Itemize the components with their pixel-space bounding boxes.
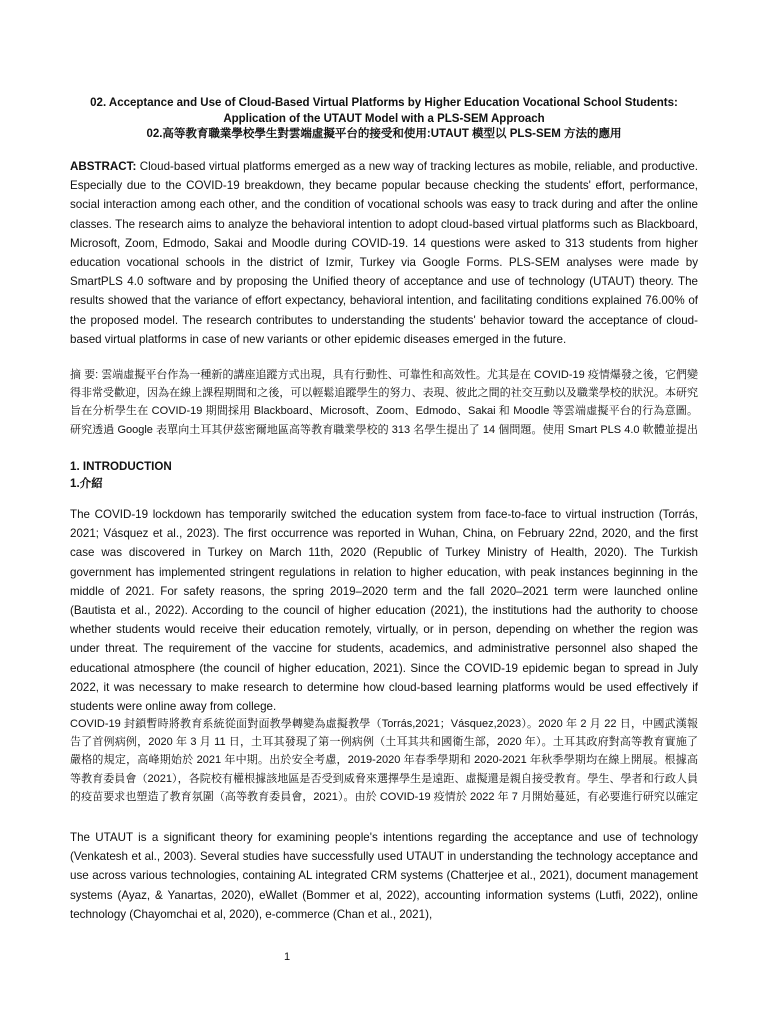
- section-heading-introduction: 1. INTRODUCTION: [70, 460, 172, 473]
- title-line-chinese: 02.高等教育職業學校學生對雲端虛擬平台的接受和使用:UTAUT 模型以 PLS-SEM 方法的應用: [146, 128, 622, 140]
- title-line-2: Application of the UTAUT Model with a PLS-SEM Approach: [223, 112, 545, 125]
- introduction-paragraph-1: The COVID-19 lockdown has temporarily switched the education system from face-to-face to virtual instruction (Torrás, 2021; Vásquez et al., 2023). The first occurrence was reported in Wuhan, China, on February 22nd, 2020, and the first case was discovered in Turkey on March 11th, 2020 (Republic of Turkey Ministry of Health, 2020). The Turkish government has implemented stringent regulations in relation to higher education, with peak instances beginning in the middle of 2021. For safety reasons, the spring 2019–2020 term and the fall 2020–2021 term were launched online (Bautista et al., 2022). According to the council of higher education (2021), the institutions had the authority to choose whether students would receive their education remotely, virtually, or in person, depending on whether the region was under threat. The requirement of the vaccine for students, academics, and administrative personnel also shaped the educational atmosphere (the council of higher education, 2021). Since the COVID-19 epidemic began to spread in July 2022, it was necessary to make research to determine how cloud-based learning platforms would be used effectively if students were online away from college.: [70, 508, 698, 714]
- introduction-paragraph-1-chinese: COVID-19 封鎖暫時將教育系統從面對面教學轉變為虛擬教學（Torrás,2021；Vásquez,2023）。2020 年 2 月 22 日，中國武漢報告了首例病例，2020 年 3 月 11 日，土耳其發現了第一例病例（土耳其共和國衛生部，2020 年）。土耳其政府對高等教育實施了嚴格的規定，高峰期始於 2021 年中期。出於安全考慮，2019-2020 年春季學期和 2020-2021 年秋季學期均在線上開展。根據高等教育委員會（2021），各院校有權根據該地區是否受到威脅來選擇學生是遠距、虛擬還是親自接受教育。學生、學者和行政人員的疫苗要求也塑造了教育氛圍（高等教育委員會，2021）。由於 COVID-19 疫情於 2022 年 7 月開始蔓延，有必要進行研究以確定: [70, 718, 698, 803]
- introduction-paragraph-2: The UTAUT is a significant theory for examining people's intentions regarding the acceptance and use of technology (Venkatesh et al., 2003). Several studies have successfully used UTAUT in understanding the technology acceptance and use across various technologies, containing AL integrated CRM systems (Chatterjee et al., 2021), document management systems (Ayaz, & Yanartas, 2020), eWallet (Bommer et al, 2022), accounting information systems (Lutfi, 2022), online technology (Chayomchai et al, 2020), e-commerce (Chan et al., 2021),: [70, 831, 698, 921]
- page-number: 1: [284, 951, 291, 963]
- abstract-chinese: 摘 要: 雲端虛擬平台作為一種新的講座追蹤方式出現，具有行動性、可靠性和高效性。尤其是在 COVID-19 疫情爆發之後，它們變得非常受歡迎，因為在線上課程期間和之後，可以輕鬆追蹤學生的努力、表現、彼此之間的社交互動以及職業學校的狀況。本研究旨在分析學生在 COVID-19 期間採用 Blackboard、Microsoft、Zoom、Edmodo、Sakai 和 Moodle 等雲端虛擬平台的行為意圖。研究透過 Google 表單向土耳其伊茲密爾地區高等教育職業學校的 313 名學生提出了 14 個問題。使用 Smart PLS 4.0 軟體並提出: [70, 369, 698, 436]
- abstract-label: ABSTRACT:: [70, 160, 137, 173]
- abstract-english: [70, 157, 698, 349]
- title-line-1: 02. Acceptance and Use of Cloud-Based Virtual Platforms by Higher Education Vocational School Students:: [90, 97, 678, 109]
- abstract-text: Cloud-based virtual platforms emerged as a new way of tracking lectures as mobile, reliable, and productive. Especially due to the COVID-19 breakdown, they became popular because checking the students' effort, performance, social interaction among each other, and the condition of vocational schools was easy to track during and after the online classes. The research aims to analyze the behavioral intention to adopt cloud-based virtual platforms such as Blackboard, Microsoft, Zoom, Edmodo, Sakai and Moodle during COVID-19. 14 questions were asked to 313 students from higher education vocational schools in the district of Izmir, Turkey via Google Forms. PLS-SEM analyses were made by SmartPLS 4.0 software and by proposing the Unified theory of acceptance and use of technology (UTAUT) theory. The results showed that the variance of effort expectancy, behavioral intention, and facilitating conditions explained 76.00% of the proposed model. The research contributes to understanding the students' behavior toward the acceptance of cloud-based virtual platforms in case of new variants or other epidemic diseases emerged in the future.: [70, 160, 698, 346]
- paper-title: [70, 96, 698, 143]
- section-heading-introduction-chinese: 1.介紹: [70, 477, 103, 490]
